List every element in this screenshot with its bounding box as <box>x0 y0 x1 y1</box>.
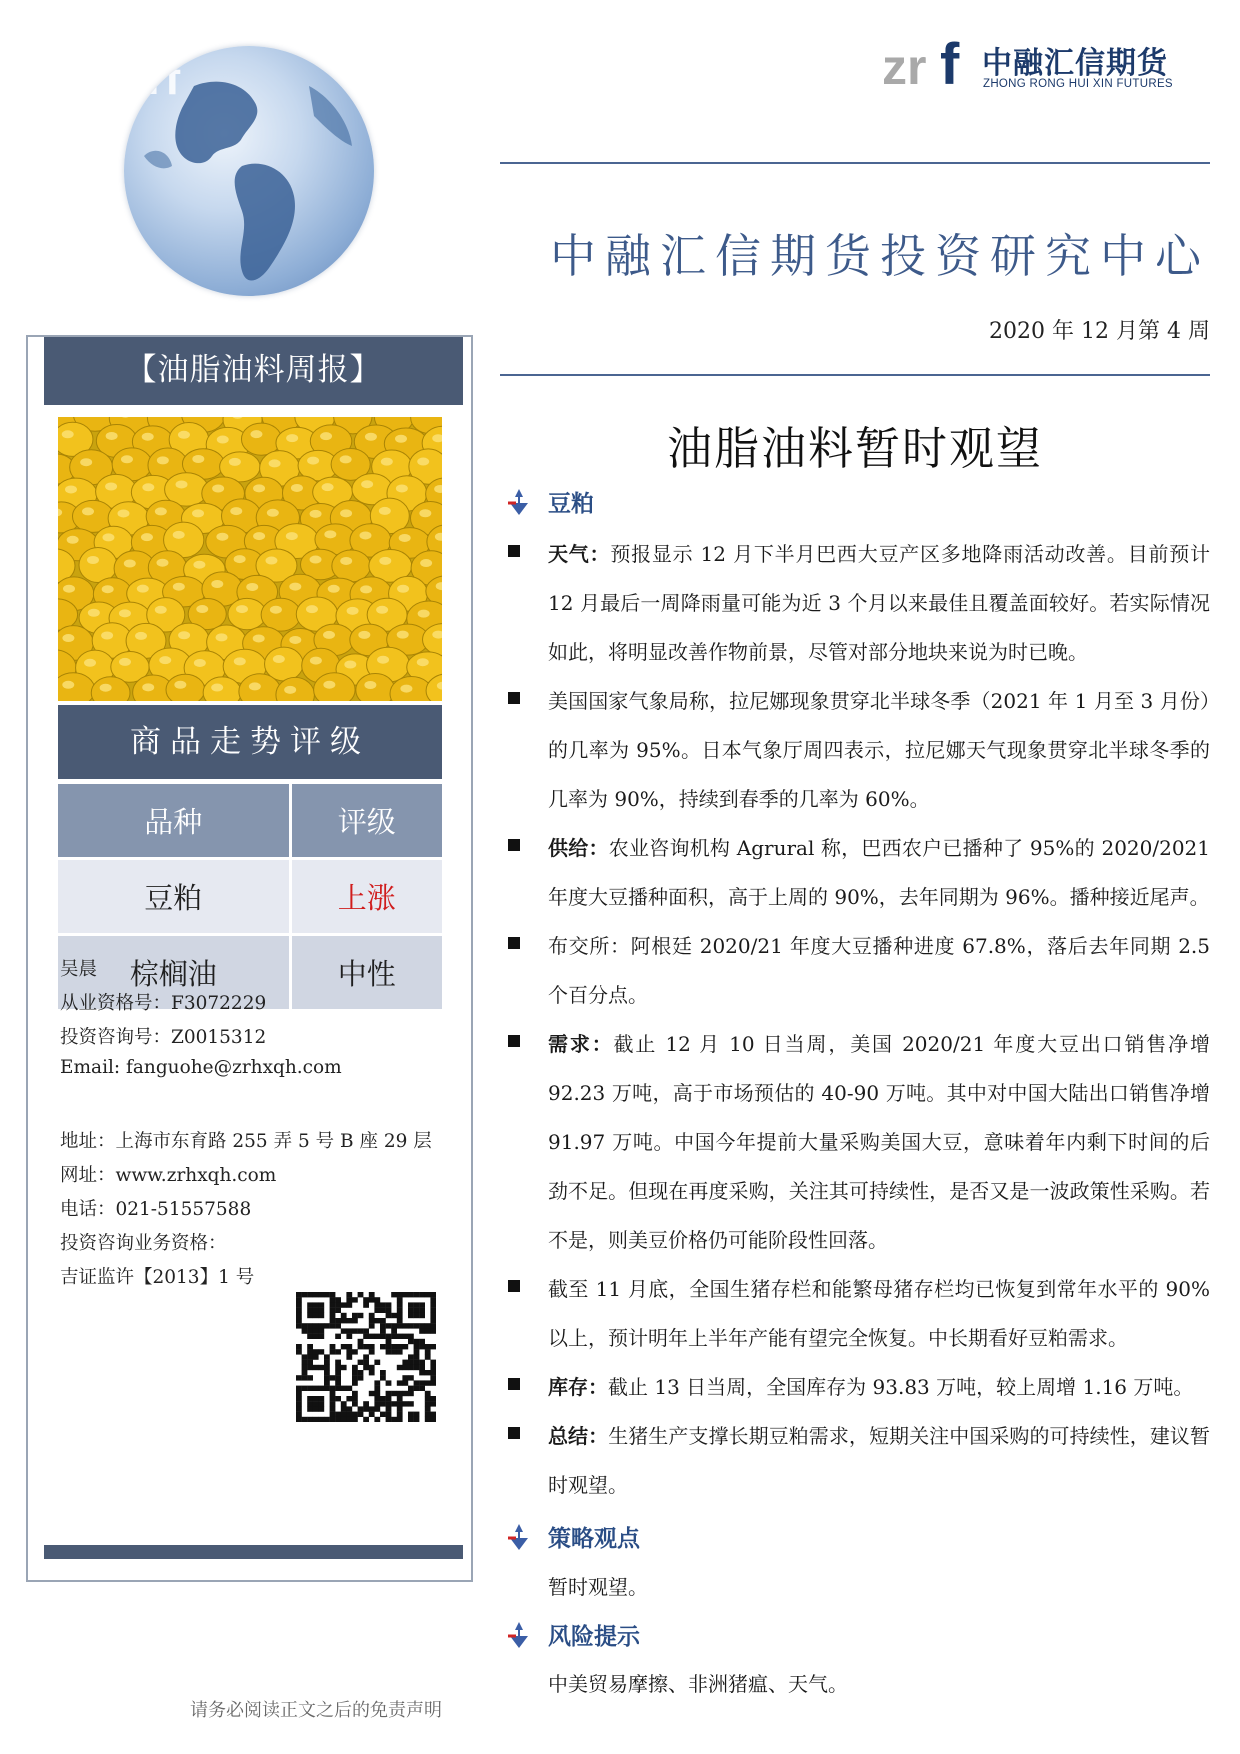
analyst-name: 吴晨 <box>60 959 98 980</box>
qr-code-icon <box>296 1292 436 1422</box>
panel-footer-bar <box>44 1545 463 1559</box>
company-address: 地址：上海市东育路 255 弄 5 号 B 座 29 层 <box>60 1131 432 1152</box>
section-arrow-icon <box>508 1622 530 1648</box>
bullet-text: 生猪生产支撑长期豆粕需求，短期关注中国采购的可持续性，建议暂时观望。 <box>548 1424 1210 1497</box>
product-rating: 上涨 <box>292 860 443 936</box>
bullet-square-icon <box>508 1378 520 1390</box>
company-website[interactable]: 网址：www.zrhxqh.com <box>60 1165 277 1186</box>
svg-text:zrf: zrf <box>124 52 181 104</box>
disclaimer-footer: 请务必阅读正文之后的免责声明 <box>190 1700 442 1721</box>
bullet-inventory <box>508 1363 1210 1412</box>
bullet-supply <box>508 824 1210 922</box>
table-row <box>58 860 442 936</box>
globe-image <box>124 46 374 296</box>
bullet-label: 天气： <box>548 542 611 566</box>
section-label: 风险提示 <box>548 1624 640 1650</box>
logo-en-text: ZHONG RONG HUI XIN FUTURES <box>983 78 1173 90</box>
section-arrow-icon <box>508 1524 530 1550</box>
zrf-logo-icon <box>882 34 978 92</box>
svg-text:f: f <box>940 34 960 92</box>
svg-text:zr: zr <box>882 39 927 92</box>
product-name: 豆粕 <box>58 860 292 936</box>
bullet-la-nina <box>508 677 1210 824</box>
col-header-product: 品种 <box>58 784 292 860</box>
bullet-text: 截止 13 日当周，全国库存为 93.83 万吨，较上周增 1.16 万吨。 <box>608 1375 1194 1399</box>
license-number: 吉证监许【2013】1 号 <box>60 1267 255 1288</box>
bullet-summary <box>508 1412 1210 1510</box>
bullet-square-icon <box>508 1427 520 1439</box>
logo-cn-text: 中融汇信期货 <box>982 46 1168 81</box>
analyst-qualification: 从业资格号：F3072229 <box>60 993 267 1014</box>
risk-text: 中美贸易摩擦、非洲猪瘟、天气。 <box>548 1672 848 1696</box>
bullet-text: 截止 12 月 10 日当周，美国 2020/21 年度大豆出口销售净增 92.23 万吨，高于市场预估的 40-90 万吨。其中对中国大陆出口销售净增 91.97 万吨。中国今年提前大量采购美国大豆，意味着年内剩下时间的后劲不足。但现在再度采购，关注其可持续性，是否又是一波政策性采购。若不是，则美豆价格仍可能阶段性回落。 <box>548 1032 1210 1252</box>
license-label: 投资咨询业务资格： <box>60 1233 227 1254</box>
product-rating: 中性 <box>292 936 443 1012</box>
report-type-title: 【油脂油料周报】 <box>44 337 463 405</box>
strategy-text: 暂时观望。 <box>548 1575 648 1599</box>
report-week: 2020 年 12 月第 4 周 <box>989 319 1210 344</box>
bullet-argentina <box>508 922 1210 1020</box>
bullet-square-icon <box>508 692 520 704</box>
analyst-email[interactable]: Email: fanguohe@zrhxqh.com <box>60 1057 342 1078</box>
sidebar-panel <box>26 335 473 1582</box>
col-header-rating: 评级 <box>292 784 443 860</box>
analyst-consult-number: 投资咨询号：Z0015312 <box>60 1027 267 1048</box>
bullet-hog <box>508 1265 1210 1363</box>
rating-table-header <box>58 784 442 860</box>
bullet-square-icon <box>508 1280 520 1292</box>
section-label: 豆粕 <box>548 491 594 517</box>
title-divider <box>500 374 1210 376</box>
research-center-title: 中融汇信期货投资研究中心 <box>550 229 1210 283</box>
bullet-text: 农业咨询机构 Agrural 称，巴西农户已播种了 95%的 2020/2021 年度大豆播种面积，高于上周的 90%，去年同期为 96%。播种接近尾声。 <box>548 836 1211 909</box>
bullet-square-icon <box>508 937 520 949</box>
bullet-label: 总结： <box>548 1424 609 1448</box>
bullet-text: 布交所：阿根廷 2020/21 年度大豆播种进度 67.8%，落后去年同期 2.5 个百分点。 <box>548 934 1210 1007</box>
section-label: 策略观点 <box>548 1526 640 1552</box>
bullet-label: 供给： <box>548 836 609 860</box>
bullet-text: 美国国家气象局称，拉尼娜现象贯穿北半球冬季（2021 年 1 月至 3 月份）的几率为 95%。日本气象厅周四表示，拉尼娜天气现象贯穿北半球冬季的几率为 90%，持续到春季的几率为 60%。 <box>548 689 1210 811</box>
bullet-text: 截至 11 月底，全国生猪存栏和能繁母猪存栏均已恢复到常年水平的 90%以上，预计明年上半年产能有望完全恢复。中长期看好豆粕需求。 <box>548 1277 1210 1350</box>
bullet-square-icon <box>508 1035 520 1047</box>
bullet-weather <box>508 530 1210 677</box>
rating-table <box>58 784 442 1012</box>
bullet-square-icon <box>508 545 520 557</box>
document-title: 油脂油料暂时观望 <box>666 422 1043 475</box>
bullet-text: 预报显示 12 月下半月巴西大豆产区多地降雨活动改善。目前预计 12 月最后一周降雨量可能为近 3 个月以来最佳且覆盖面较好。若实际情况如此，将明显改善作物前景，尽管对部分地块来说为时已晚。 <box>548 542 1210 664</box>
bullet-square-icon <box>508 839 520 851</box>
soybeans-image <box>58 417 442 701</box>
bullet-demand <box>508 1020 1210 1265</box>
company-phone: 电话：021-51557588 <box>60 1199 252 1220</box>
header-divider <box>500 162 1210 164</box>
globe-logo-icon <box>124 46 214 106</box>
section-arrow-icon <box>508 489 530 515</box>
product-name: 棕榈油 <box>58 936 292 1012</box>
company-logo <box>882 30 1212 100</box>
rating-title: 商品走势评级 <box>58 705 442 779</box>
bullet-label: 库存： <box>548 1375 608 1399</box>
bullet-label: 需求： <box>548 1032 614 1056</box>
